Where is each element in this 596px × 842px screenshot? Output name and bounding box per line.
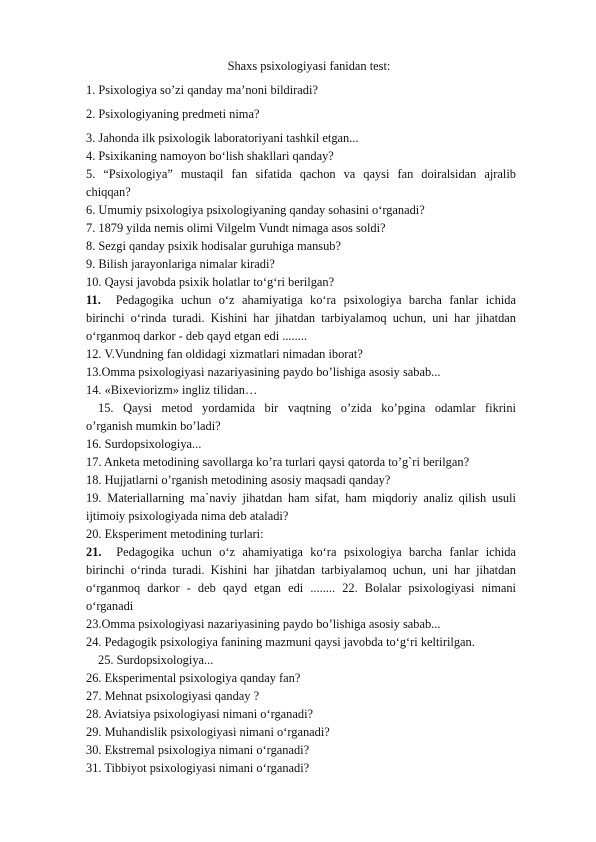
question-14: 14. «Bixeviorizm» ingliz tilidan… — [86, 383, 258, 397]
question-2: 2. Psixologiyaning predmeti nima? — [86, 107, 260, 121]
question-27: 27. Mehnat psixologiyasi qanday ? — [86, 689, 260, 703]
question-24: 24. Pedagogik psixologiya fanining mazmuni qaysi javobda to‘g‘ri keltirilgan. — [86, 635, 475, 649]
question-15-line-2: o’rganish mumkin bo’ladi? — [86, 419, 221, 433]
question-3: 3. Jahonda ilk psixologik laboratoriyani tashkil etgan... — [86, 131, 359, 145]
question-6: 6. Umumiy psixologiya psixologiyaning qanday sohasini o‘rganadi? — [86, 203, 425, 217]
question-18: 18. Hujjatlarni o’rganish metodining asosiy maqsadi qanday? — [86, 473, 391, 487]
question-21-line-1 — [86, 543, 516, 561]
question-17: 17. Anketa metodining savollarga ko’ra turlari qaysi qatorda to’g`ri berilgan? — [86, 455, 470, 469]
question-10: 10. Qaysi javobda psixik holatlar to‘g‘ri berilgan? — [86, 275, 335, 289]
question-21-line-3: o‘rganmoq darkor - deb qayd etgan edi ........ 22. Bolalar psixologiyasi nimani — [86, 581, 516, 595]
question-31: 31. Tibbiyot psixologiyasi nimani o‘rganadi? — [86, 761, 310, 775]
document-page — [86, 58, 516, 777]
question-26: 26. Eksperimental psixologiya qanday fan? — [86, 671, 301, 685]
question-21-number: 21. — [86, 545, 102, 559]
question-22-line-2: o‘rganadi — [86, 599, 134, 613]
question-11-line-3: o‘rganmoq darkor - deb qayd etgan edi ........ — [86, 329, 308, 343]
question-25: 25. Surdopsixologiya... — [98, 653, 214, 667]
question-30: 30. Ekstremal psixologiya nimani o‘rganadi? — [86, 743, 310, 757]
question-5-line-1: 5. “Psixologiya” mustaqil fan sifatida qachon va qaysi fan doiralsidan ajralib — [86, 167, 516, 181]
question-15-line-1: 15. Qaysi metod yordamida bir vaqtning o’zida ko’pgina odamlar fikrini — [98, 401, 516, 415]
question-23: 23.Omma psixologiyasi nazariyasining paydo bo’lishiga asosiy sabab... — [86, 617, 441, 631]
question-19-line-1: 19. Materiallarning ma`naviy jihatdan ham sifat, ham miqdoriy analiz qilish usuli — [86, 491, 516, 505]
question-1: 1. Psixologiya so’zi qanday ma’noni bildiradi? — [86, 83, 318, 97]
question-21-text: Pedagogika uchun o‘z ahamiyatiga ko‘ra psixologiya barcha fanlar ichida — [116, 545, 516, 559]
question-29: 29. Muhandislik psixologiyasi nimani o‘rganadi? — [86, 725, 330, 739]
question-13: 13.Omma psixologiyasi nazariyasining paydo bo’lishiga asosiy sabab... — [86, 365, 441, 379]
question-11-line-2: birinchi o‘rinda turadi. Kishini har jihatdan tarbiyalamoq uchun, uni har jihatdan — [86, 311, 516, 325]
question-4: 4. Psixikaning namoyon bo‘lish shakllari qanday? — [86, 149, 334, 163]
question-11-line-1 — [86, 291, 516, 309]
question-11-number: 11. — [86, 293, 101, 307]
document-title: Shaxs psixologiyasi fanidan test: — [227, 59, 391, 73]
question-8: 8. Sezgi qanday psixik hodisalar guruhiga mansub? — [86, 239, 341, 253]
question-11-text: Pedagogika uchun o‘z ahamiyatiga ko‘ra psixologiya barcha fanlar ichida — [115, 293, 516, 307]
question-9: 9. Bilish jarayonlariga nimalar kiradi? — [86, 257, 275, 271]
question-28: 28. Aviatsiya psixologiyasi nimani o‘rganadi? — [86, 707, 314, 721]
question-16: 16. Surdopsixologiya... — [86, 437, 202, 451]
question-21-line-2: birinchi o‘rinda turadi. Kishini har jihatdan tarbiyalamoq uchun, uni har jihatdan — [86, 563, 516, 577]
question-20: 20. Eksperiment metodining turlari: — [86, 527, 264, 541]
question-7: 7. 1879 yilda nemis olimi Vilgelm Vundt nimaga asos soldi? — [86, 221, 386, 235]
question-12: 12. V.Vundning fan oldidagi xizmatlari nimadan iborat? — [86, 347, 363, 361]
question-19-line-2: ijtimoiy psixologiyada nima deb ataladi? — [86, 509, 289, 523]
question-5-line-2: chiqqan? — [86, 185, 131, 199]
